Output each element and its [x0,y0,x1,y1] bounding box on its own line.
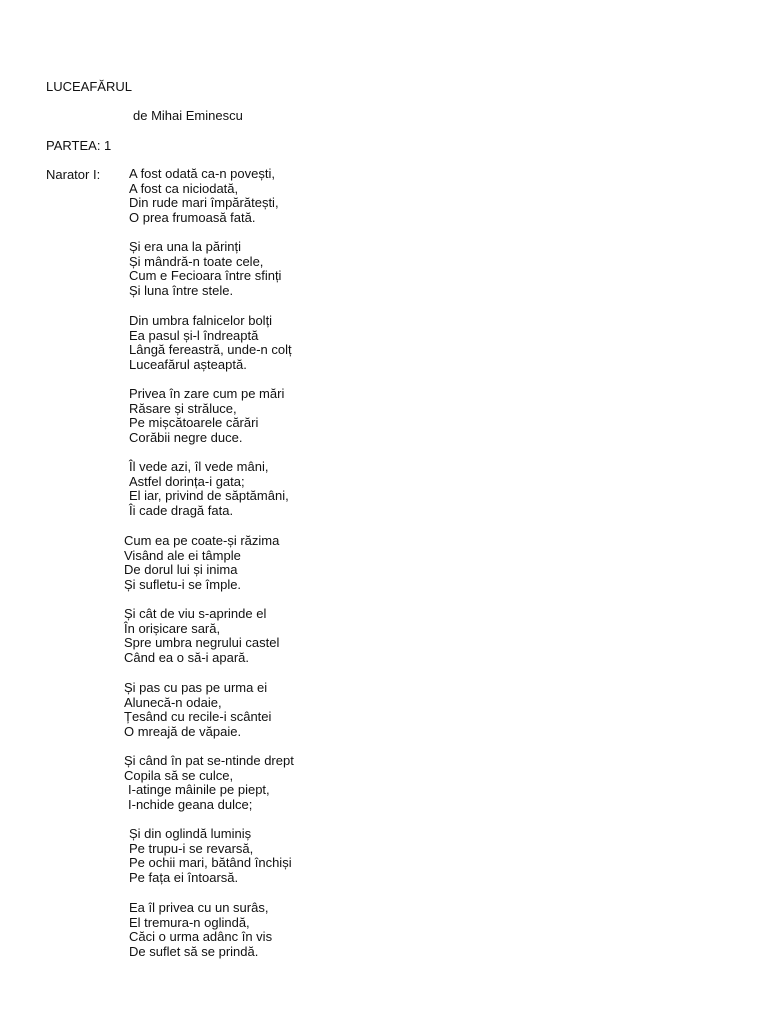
verse-line: Și luna între stele. [129,282,234,298]
speaker-label: Narator I: [46,167,101,182]
stanza [124,754,294,812]
verse-line: Ea pasul și-l îndreaptă [129,327,259,343]
verse-line: Astfel dorința-i gata; [129,473,245,489]
verse-line: Corăbii negre duce. [129,429,243,445]
verse-line: Și pas cu pas pe urma ei [124,680,268,695]
verse-line: Țesând cu recile-i scântei [124,709,272,725]
verse-line: Când ea o să-i apară. [124,649,250,665]
verse-line: Și sufletu-i se împle. [124,576,242,592]
verse-line: Ea îl privea cu un surâs, [129,900,269,915]
verse-line: El tremura-n oglindă, [129,914,250,930]
part-heading: PARTEA: 1 [46,138,112,153]
stanza [129,827,292,885]
verse-line: I-nchide geana dulce; [128,796,253,812]
stanza [124,534,279,592]
verse-line: De suflet să se prindă. [129,943,259,959]
verse-line: Îl vede azi, îl vede mâni, [129,459,269,474]
stanza [124,681,271,739]
verse-line: El iar, privind de săptămâni, [129,488,289,504]
verse-line: A fost odată ca-n povești, [129,166,275,181]
verse-line: Lângă fereastră, unde-n colț [129,342,292,358]
verse-line: A fost ca niciodată, [129,180,239,196]
verse-line: Cum ea pe coate-și răzima [124,533,280,548]
verse-line: Pe fața ei întoarsă. [129,869,239,885]
verse-line: Luceafărul așteaptă. [129,356,247,372]
stanza [129,240,281,298]
verse-line: Copila să se culce, [124,767,234,783]
verse-line: În orișicare sară, [124,620,221,636]
poem-author: de Mihai Eminescu [133,108,243,123]
verse-line: Și când în pat se-ntinde drept [124,753,294,768]
verse-line: Și din oglindă luminiș [129,826,252,841]
verse-line: Pe mișcătoarele cărări [129,415,259,431]
verse-line: Și cât de viu s-aprinde el [124,606,267,621]
stanza [129,167,279,225]
stanza [129,460,289,518]
stanza [124,607,279,665]
verse-line: Căci o urma adânc în vis [129,929,273,945]
stanza [129,901,272,959]
verse-line: Și era una la părinți [129,239,242,254]
verse-line: Din rude mari împărătești, [129,195,279,211]
verse-line: Alunecă-n odaie, [124,694,222,710]
verse-line: Și mândră-n toate cele, [129,253,264,269]
verse-line: O prea frumoasă fată. [129,209,256,225]
stanza [129,314,292,372]
verse-line: Răsare și străluce, [129,400,237,416]
verse-line: Privea în zare cum pe mări [129,386,285,401]
verse-line: Cum e Fecioara între sfinți [129,268,282,284]
verse-line: Îi cade dragă fata. [129,502,234,518]
verse-line: Visând ale ei tâmple [124,547,241,563]
verse-line: Pe trupu-i se revarsă, [129,840,254,856]
verse-line: O mreajă de văpaie. [124,723,242,739]
verse-line: I-atinge mâinile pe piept, [128,782,270,798]
verse-line: Pe ochii mari, bătând închiși [129,855,292,871]
verse-line: Din umbra falnicelor bolți [129,313,273,328]
verse-line: De dorul lui și inima [124,562,238,578]
verse-line: Spre umbra negrului castel [124,635,280,651]
poem-title: LUCEAFĂRUL [46,79,132,94]
stanza [129,387,284,445]
